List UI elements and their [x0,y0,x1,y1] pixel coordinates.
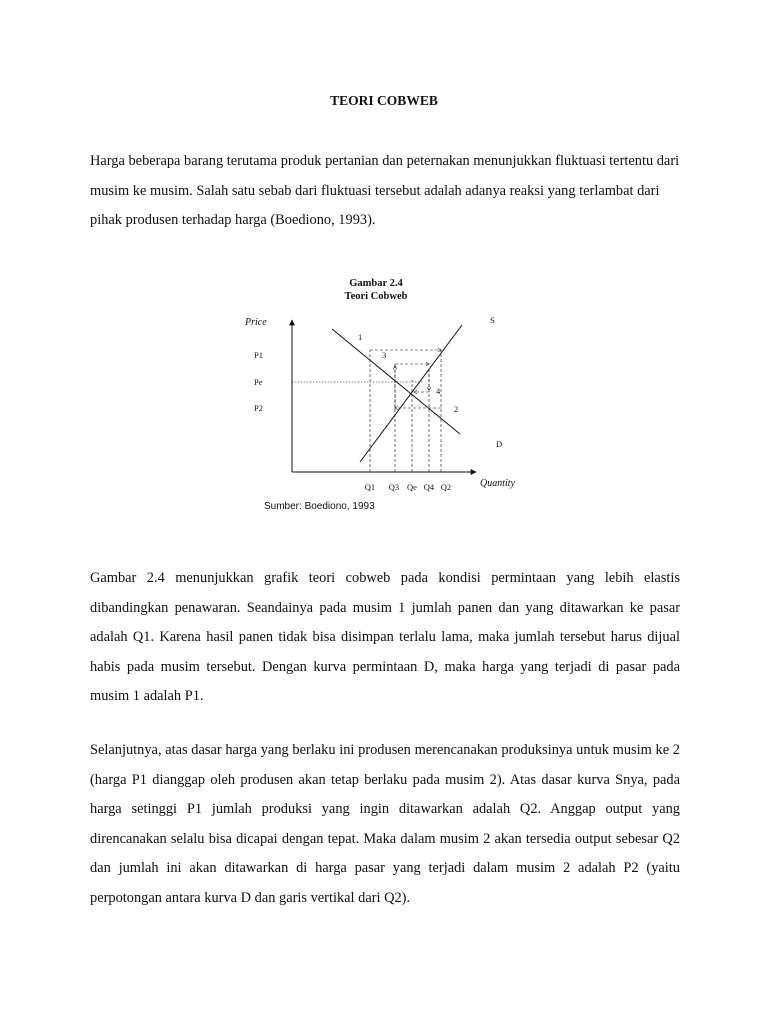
quantity-label-q1: Q1 [364,482,376,492]
demand-label: D [496,439,503,449]
step-label-3: 3 [382,350,387,360]
price-label-p2: P2 [254,403,263,413]
paragraph-continuation: Selanjutnya, atas dasar harga yang berlaku ini produsen merencanakan produksinya untuk musim ke 2 (harga P1 dianggap oleh produsen akan tetap berlaku pada musim 2). Atas dasar kurva Snya, pada harga setinggi P1 jumlah produksi yang ingin ditawarkan adalah Q2. Anggap output yang direncanakan selalu bisa dicapai dengan tepat. Maka dalam musim 2 akan tersedia output sebesar Q2 dan jumlah ini akan ditawarkan di harga pasar yang terjadi dalam musim 2 adalah P2 (yaitu perpotongan antara kurva D dan garis vertikal dari Q2). [90,742,680,906]
step-label-1: 1 [358,332,363,342]
cobweb-diagram [228,272,548,522]
cobweb-figure [228,272,548,522]
paragraph-intro: Harga beberapa barang terutama produk pertanian dan peternakan menunjukkan fluktuasi tertentu dari musim ke musim. Salah satu sebab dari fluktuasi tersebut adalah adanya reaksi yang terlambat dari pihak produsen terhadap harga (Boediono, 1993). [90,153,680,228]
price-label-p1: P1 [254,350,263,360]
quantity-label-q4: Q4 [423,482,435,492]
step-label-2: 2 [454,404,459,414]
price-label-pe: Pe [254,377,263,387]
quantity-label-q2: Q2 [440,482,452,492]
quantity-label-q3: Q3 [388,482,400,492]
supply-curve [360,325,462,462]
figure-source: Sumber: Boediono, 1993 [264,501,375,512]
figure-title-line2: Teori Cobweb [344,291,408,302]
figure-title-line1: Gambar 2.4 [349,278,403,289]
document-title: TEORI COBWEB [330,93,438,108]
step-label-4: 4 [436,386,441,396]
quantity-label-qe: Qe [407,482,417,492]
x-axis-label: Quantity [480,478,515,489]
paragraph-explanation: Gambar 2.4 menunjukkan grafik teori cobweb pada kondisi permintaan yang lebih elastis dibandingkan penawaran. Seandainya pada musim 1 jumlah panen dan yang ditawarkan ke pasar adalah Q1. Karena hasil panen tidak bisa disimpan terlalu lama, maka jumlah tersebut harus dijual habis pada musim tersebut. Dengan kurva permintaan D, maka harga yang terjadi di pasar pada musim 1 adalah P1. [90,570,680,704]
y-axis-label: Price [245,317,267,328]
supply-label: S [490,315,495,325]
